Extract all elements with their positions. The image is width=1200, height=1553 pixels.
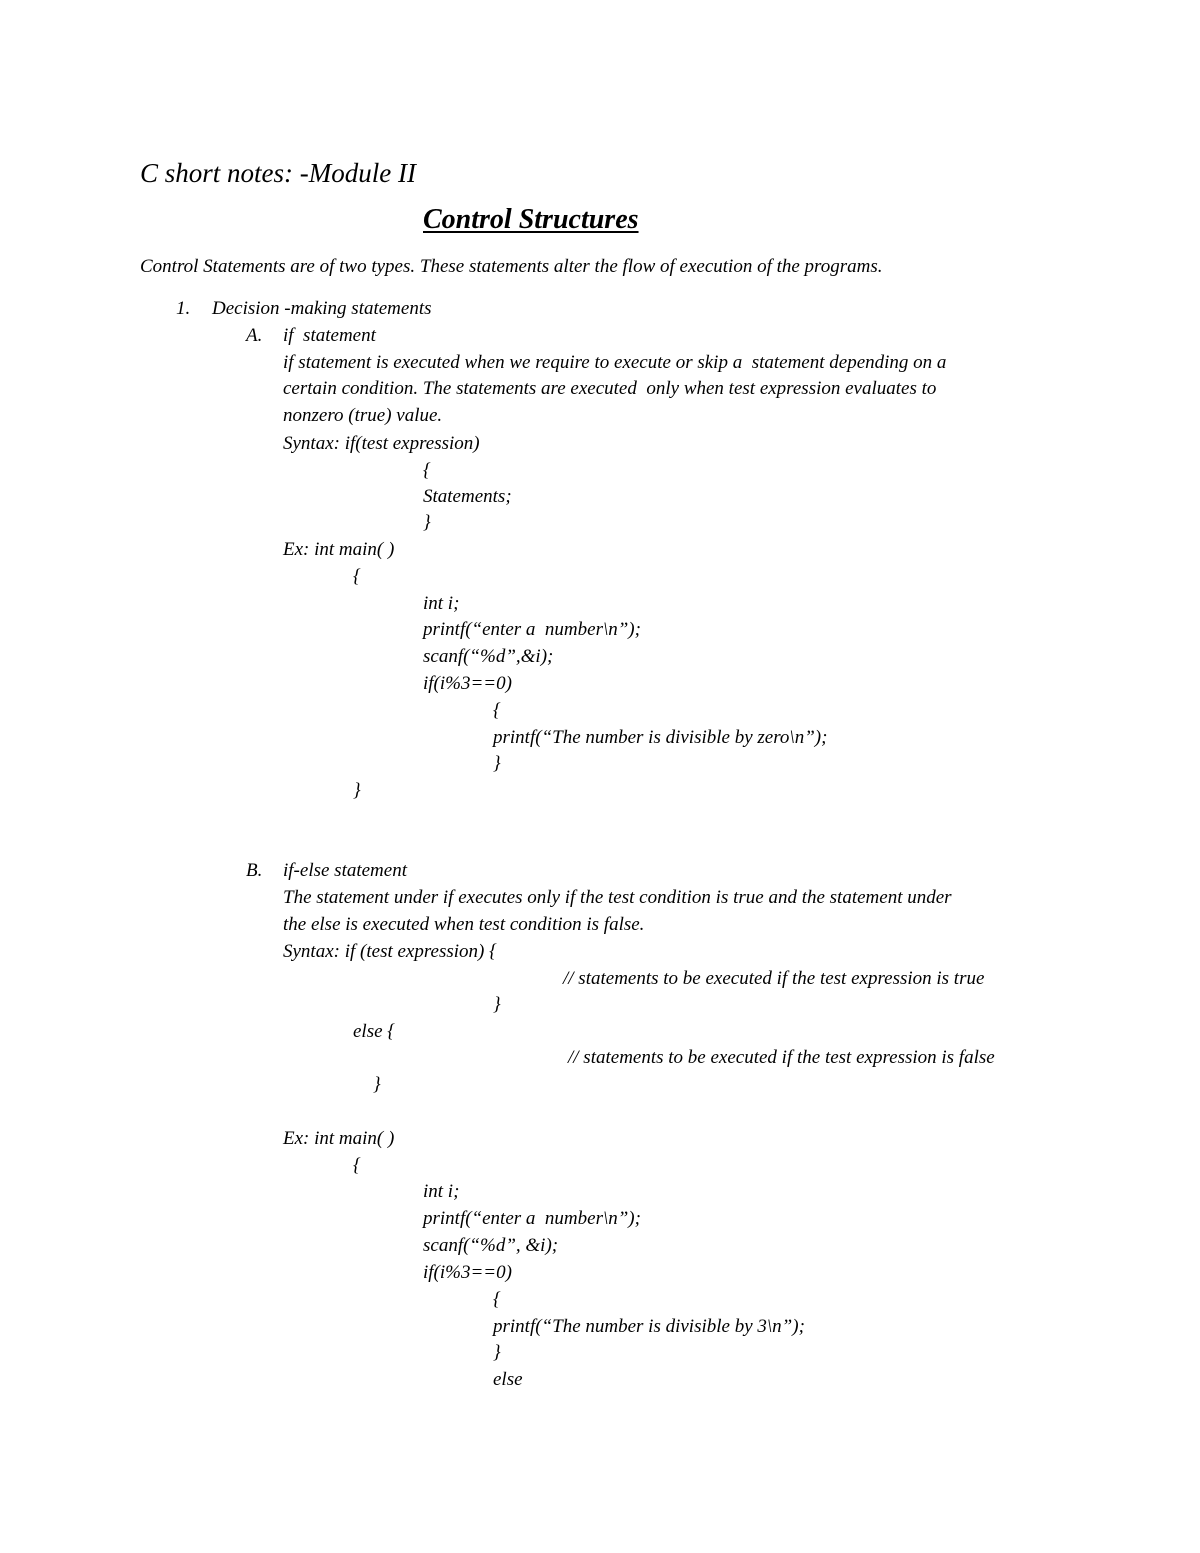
if-example-line-1: int i;: [423, 593, 460, 614]
intro-paragraph: Control Statements are of two types. These statements alter the flow of execution of the programs.: [140, 256, 883, 277]
sublist-label-if-else-statement: if-else statement: [283, 860, 407, 881]
if-example-inner-stmt: printf(“The number is divisible by zero\n”);: [493, 727, 828, 748]
ifelse-example-open-brace: {: [353, 1155, 361, 1176]
ifelse-example-line-3: scanf(“%d”, &i);: [423, 1235, 559, 1256]
if-example-header: Ex: int main( ): [283, 539, 395, 560]
list-number-1: 1.: [176, 298, 191, 319]
if-example-close-brace: }: [353, 780, 361, 801]
if-description-line-2: certain condition. The statements are executed only when test expression evaluates to: [283, 378, 937, 399]
ifelse-example-line-2: printf(“enter a number\n”);: [423, 1208, 641, 1229]
section-heading: Control Structures: [423, 204, 639, 235]
sublist-letter-a: A.: [246, 325, 263, 346]
ifelse-syntax-comment-false: // statements to be executed if the test expression is false: [568, 1047, 995, 1068]
ifelse-example-line-1: int i;: [423, 1181, 460, 1202]
document-title: C short notes: -Module II: [140, 158, 416, 188]
ifelse-description-line-2: the else is executed when test condition is false.: [283, 914, 645, 935]
if-example-line-3: scanf(“%d”,&i);: [423, 646, 554, 667]
ifelse-example-else: else: [493, 1369, 523, 1390]
if-example-line-4: if(i%3==0): [423, 673, 512, 694]
if-syntax-statements: Statements;: [423, 486, 512, 507]
ifelse-example-inner-stmt: printf(“The number is divisible by 3\n”);: [493, 1316, 805, 1337]
ifelse-syntax-else: else {: [353, 1021, 395, 1042]
if-syntax-close-brace: }: [423, 512, 431, 533]
ifelse-syntax-close-if: }: [493, 994, 501, 1015]
ifelse-example-line-4: if(i%3==0): [423, 1262, 512, 1283]
if-description-line-3: nonzero (true) value.: [283, 405, 443, 426]
if-syntax-line-1: Syntax: if(test expression): [283, 433, 480, 454]
ifelse-syntax-close-else: }: [373, 1074, 381, 1095]
ifelse-example-inner-open: {: [493, 1289, 501, 1310]
ifelse-example-inner-close: }: [493, 1342, 501, 1363]
if-example-inner-open: {: [493, 700, 501, 721]
sublist-label-if-statement: if statement: [283, 325, 376, 346]
ifelse-syntax-comment-true: // statements to be executed if the test expression is true: [563, 968, 985, 989]
if-example-open-brace: {: [353, 566, 361, 587]
ifelse-example-header: Ex: int main( ): [283, 1128, 395, 1149]
sublist-letter-b: B.: [246, 860, 263, 881]
if-syntax-open-brace: {: [423, 460, 431, 481]
ifelse-description-line-1: The statement under if executes only if the test condition is true and the statement under: [283, 887, 952, 908]
list-label-decision-making: Decision -making statements: [212, 298, 432, 319]
if-example-line-2: printf(“enter a number\n”);: [423, 619, 641, 640]
if-example-inner-close: }: [493, 753, 501, 774]
if-description-line-1: if statement is executed when we require to execute or skip a statement depending on a: [283, 352, 947, 373]
ifelse-syntax-line-1: Syntax: if (test expression) {: [283, 941, 497, 962]
